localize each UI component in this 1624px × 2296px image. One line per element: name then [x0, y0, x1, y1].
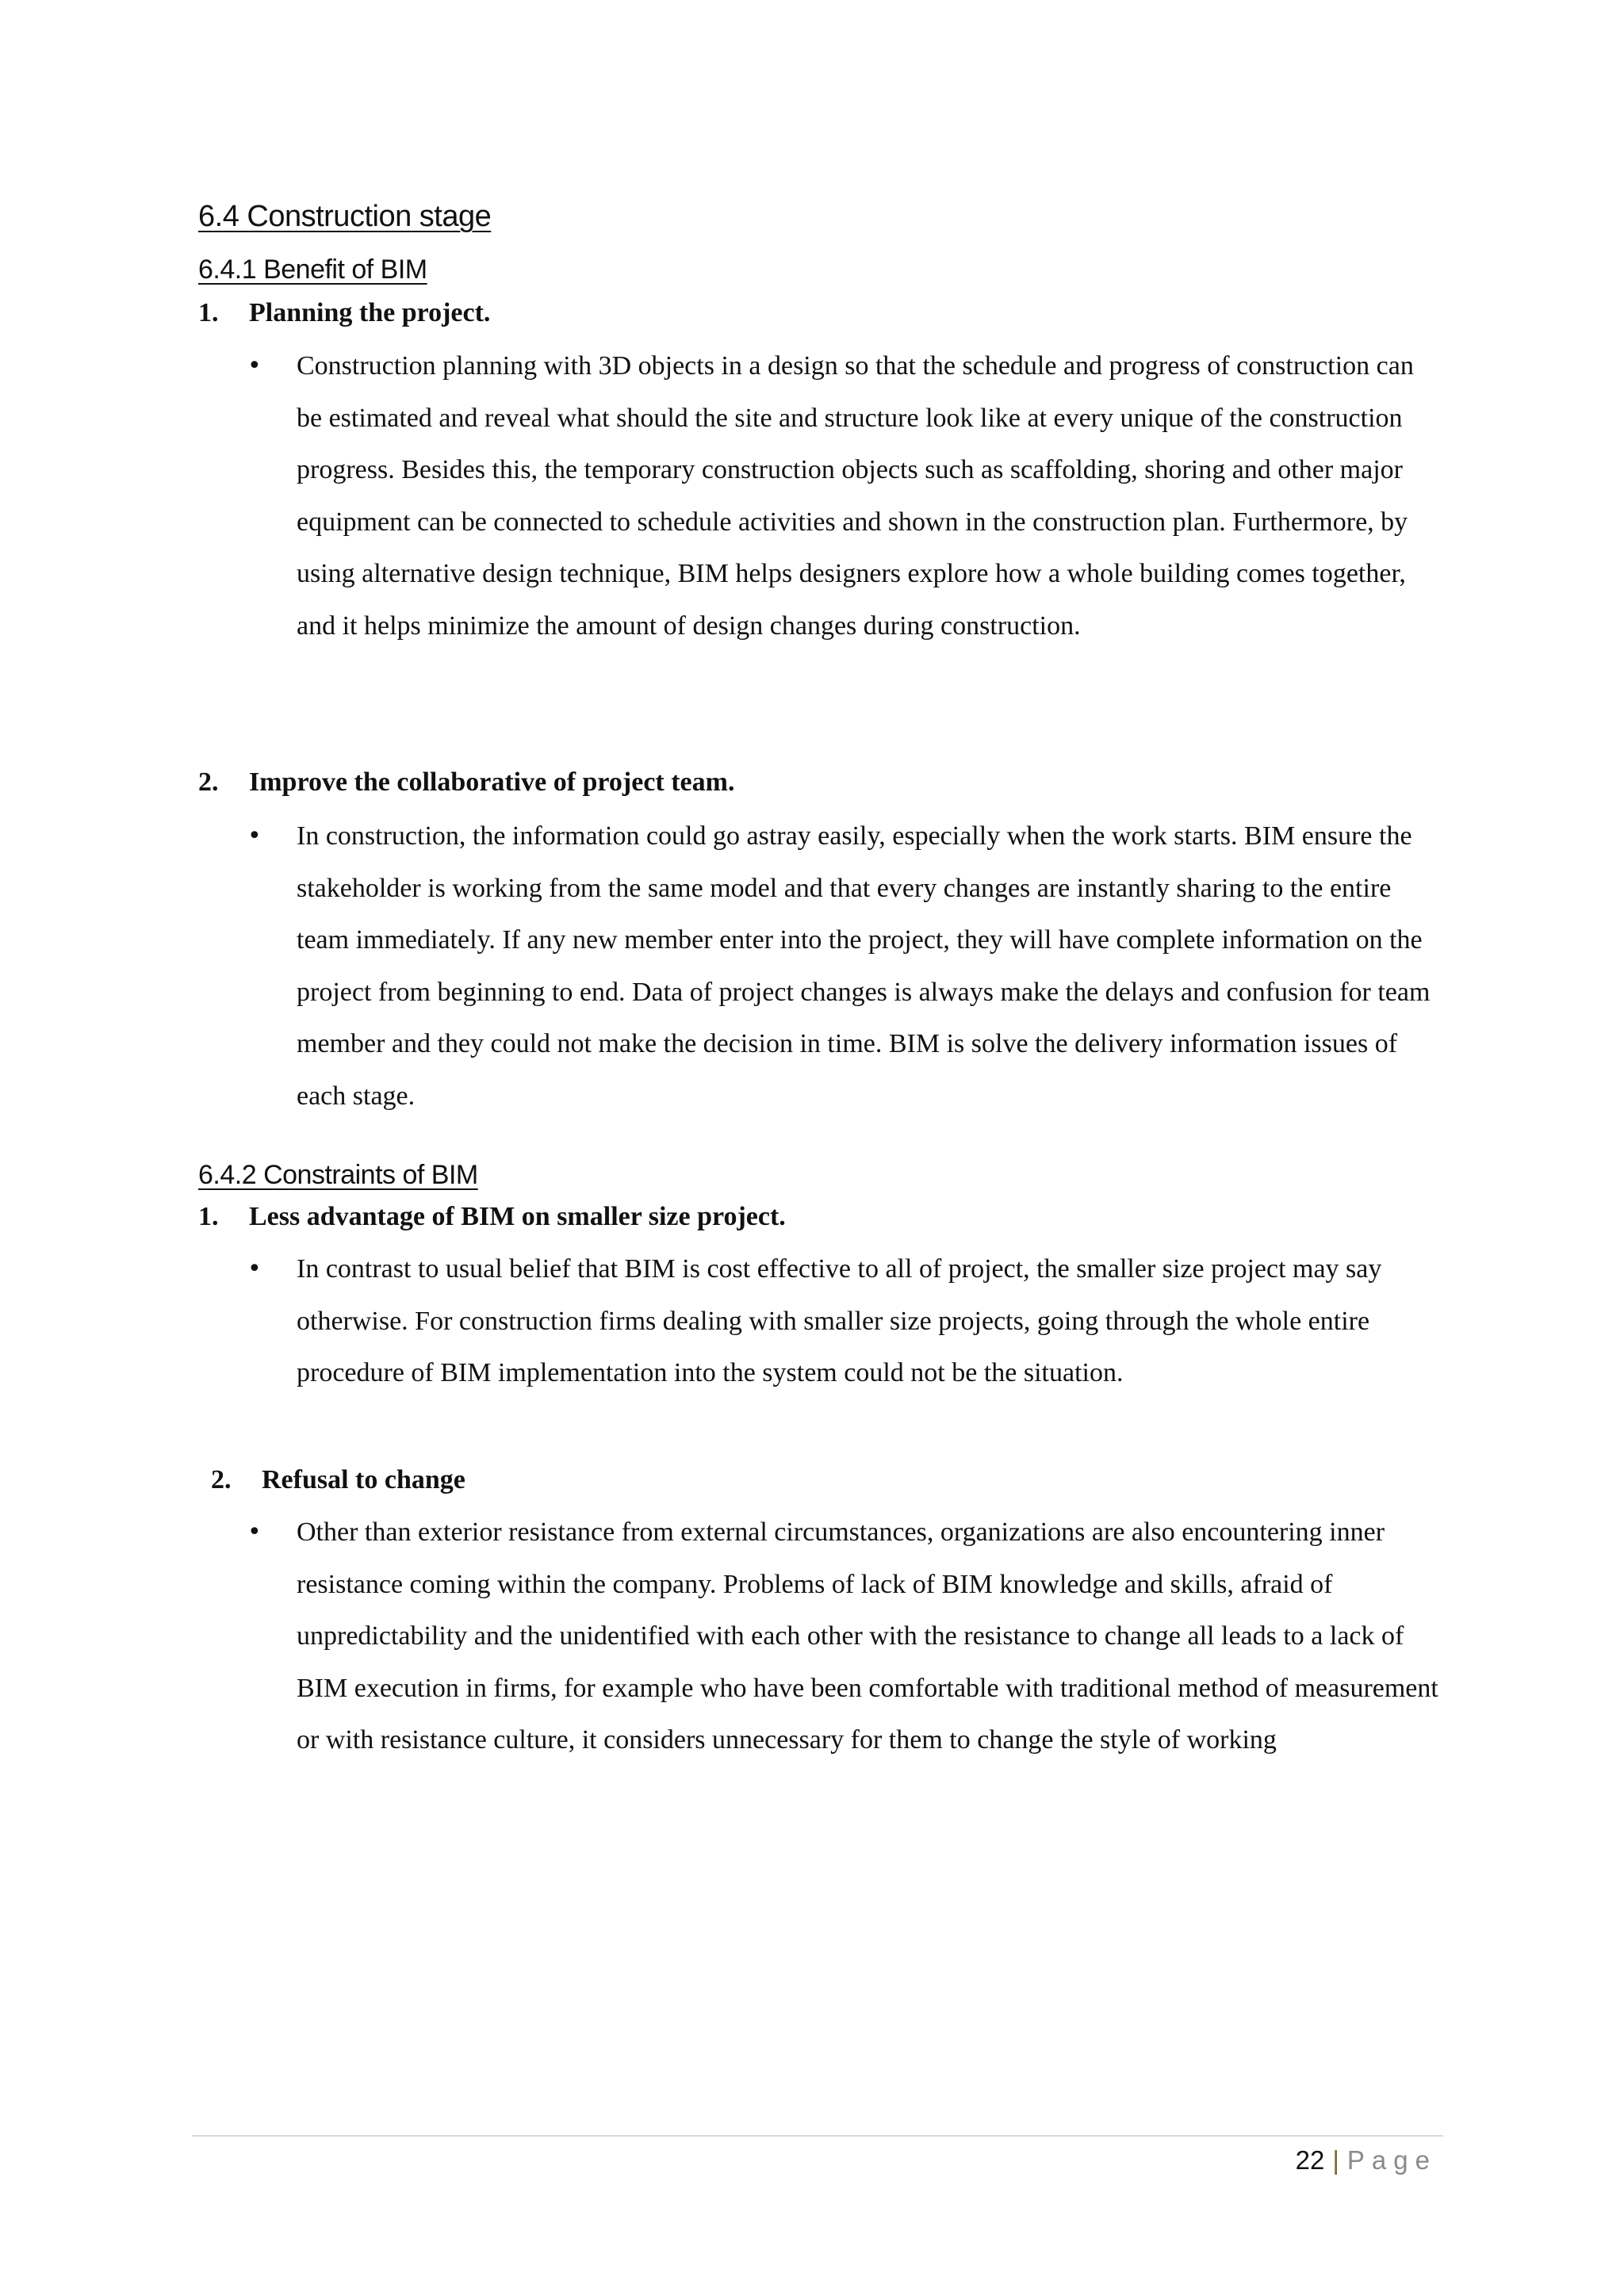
bullet-icon: •: [247, 822, 262, 850]
benefit-2-text: In construction, the information could go astray easily, especially when the work starts. BIM ensure the stakeholder is working from the same model and that every changes are instantly sharing to the entire team immediately. If any new member enter into the project, they will have complete information on the project from beginning to end. Data of project changes is always make the delays and confusion for team member and they could not make the decision in time. BIM is solve the delivery information issues of each stage.: [297, 821, 1431, 1111]
benefits-heading: 6.4.1 Benefit of BIM: [198, 254, 427, 285]
benefit-1-number: 1.: [198, 298, 219, 327]
constraint-1-number: 1.: [198, 1202, 219, 1231]
benefit-1-text: Construction planning with 3D objects in a design so that the schedule and progress of construction can be estimated and reveal what should the site and structure look like at every unique of the construction progress. Besides this, the temporary construction objects such as scaffolding, shoring and other major equipment can be connected to schedule activities and shown in the construction plan. Furthermore, by using alternative design technique, BIM helps designers explore how a whole building comes together, and it helps minimize the amount of design changes during construction.: [297, 351, 1414, 641]
page-label: Page: [1346, 2145, 1437, 2175]
constraint-2-number: 2.: [211, 1465, 232, 1494]
constraint-2-title: [211, 1463, 465, 1498]
constraint-1-text: In contrast to usual belief that BIM is cost effective to all of project, the smaller size project may say otherwise. For construction firms dealing with smaller size projects, going through the whole entire procedure of BIM implementation into the system could not be the situation.: [297, 1254, 1382, 1387]
constraint-1-title-text: Less advantage of BIM on smaller size project.: [249, 1202, 786, 1231]
benefit-2-title-text: Improve the collaborative of project team.: [249, 767, 735, 797]
constraint-2-text: Other than exterior resistance from external circumstances, organizations are also encountering inner resistance coming within the company. Problems of lack of BIM knowledge and skills, afraid of unpredictability and the unidentified with each other with the resistance to change all leads to a lack of BIM execution in firms, for example who have been comfortable with traditional method of measurement or with resistance culture, it considers unnecessary for them to change the style of working: [297, 1517, 1438, 1755]
page-footer: [1296, 2141, 1437, 2180]
benefit-2-number: 2.: [198, 767, 219, 797]
section-heading: 6.4 Construction stage: [198, 200, 492, 233]
constraint-1-title: [198, 1200, 786, 1234]
bullet-icon: •: [247, 352, 262, 380]
bullet-icon: •: [247, 1518, 262, 1546]
constraint-2-title-text: Refusal to change: [262, 1465, 465, 1494]
benefit-1-title: [198, 296, 490, 331]
benefit-2-title: [198, 765, 734, 800]
constraints-heading: 6.4.2 Constraints of BIM: [198, 1160, 478, 1190]
bullet-icon: •: [247, 1255, 262, 1283]
benefit-1-title-text: Planning the project.: [249, 298, 491, 327]
footer-separator: |: [1332, 2145, 1339, 2175]
page-number: 22: [1295, 2145, 1325, 2175]
footer-divider: [192, 2135, 1443, 2137]
